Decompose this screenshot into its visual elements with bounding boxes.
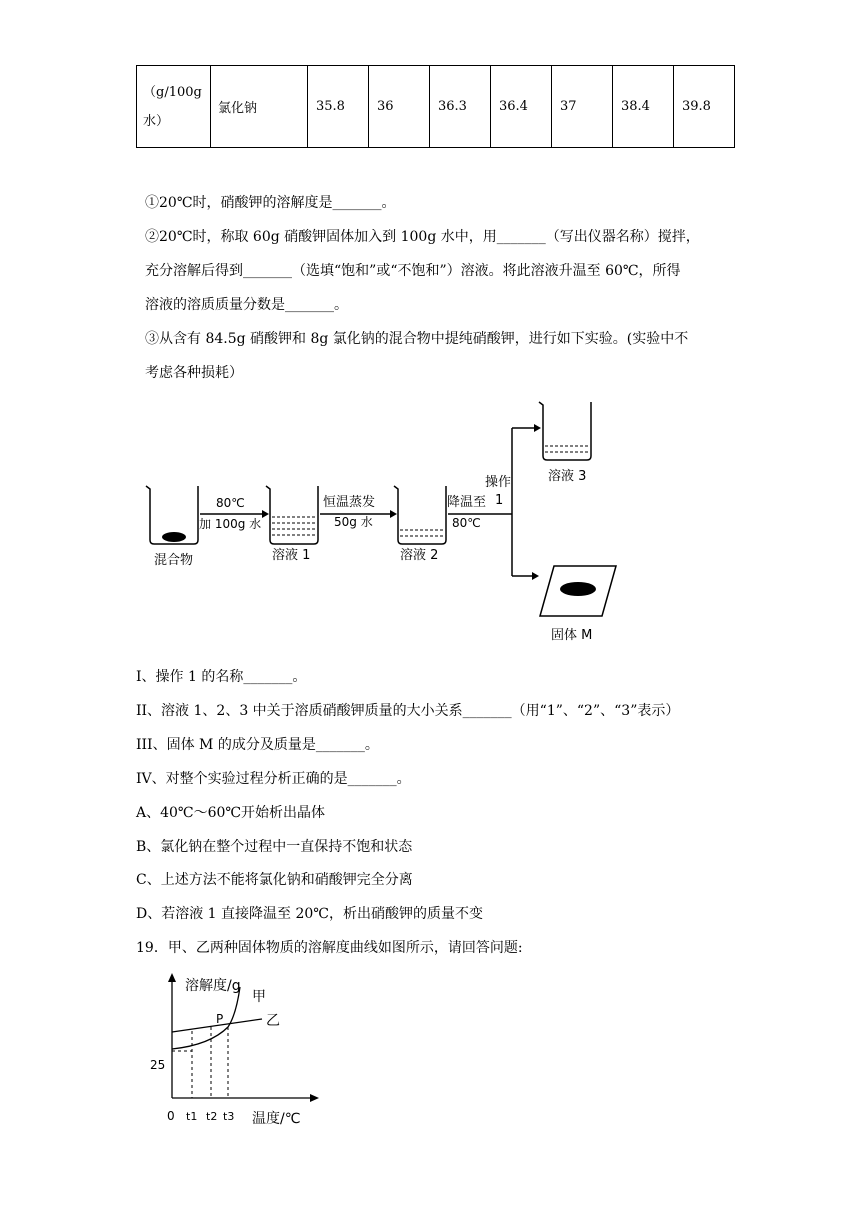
question-iii: III、固体 M 的成分及质量是_______。 [136, 737, 379, 753]
q18-line-3: 充分溶解后得到_______（选填“饱和”或“不饱和”）溶液。将此溶液升温至 60℃，所得 [145, 263, 681, 279]
question-iv: IV、对整个实验过程分析正确的是_______。 [136, 771, 411, 787]
value-cell: 36 [369, 66, 430, 148]
table-row [137, 66, 735, 148]
solubility-curve-graph [140, 965, 340, 1130]
label-solid-m: 固体 M [551, 628, 593, 643]
option-c: C、上述方法不能将氯化钠和硝酸钾完全分离 [136, 872, 413, 888]
step1-top-label: 80℃ [216, 496, 245, 510]
unit-cell [137, 66, 211, 148]
value-cell: 37 [552, 66, 613, 148]
solubility-table [136, 65, 735, 148]
q18-line-5: ③从含有 84.5g 硝酸钾和 8g 氯化钠的混合物中提纯硝酸钾，进行如下实验。(实验中不 [145, 331, 689, 347]
point-p-label: P [216, 1012, 224, 1026]
step2-top-label: 恒温蒸发 [323, 495, 376, 510]
operation-1-label-2: 1 [495, 493, 504, 508]
beaker-solution-2 [394, 486, 446, 544]
option-d: D、若溶液 1 直接降温至 20℃，析出硝酸钾的质量不变 [136, 906, 483, 922]
label-mixture: 混合物 [154, 553, 194, 568]
solid-m-icon [560, 582, 596, 596]
x-tick-t3: t3 [223, 1110, 235, 1123]
experiment-flow-diagram [0, 390, 860, 650]
series-label-jia: 甲 [252, 989, 266, 1005]
option-a: A、40℃～60℃开始析出晶体 [136, 805, 326, 821]
beaker-solution-3 [539, 402, 591, 460]
q18-line-2: ②20℃时，称取 60g 硝酸钾固体加入到 100g 水中，用_______（写出仪器名称）搅拌， [145, 229, 700, 245]
value-cell: 38.4 [613, 66, 674, 148]
y-axis-label: 溶解度/g [185, 978, 241, 994]
x-axis-label: 温度/℃ [252, 1111, 301, 1127]
unit-line-2: 水） [143, 113, 170, 129]
row-name-cell: 氯化钠 [211, 66, 308, 148]
step3-top-label: 降温至 [447, 495, 487, 510]
question-i: I、操作 1 的名称_______。 [136, 669, 307, 685]
q18-line-6: 考虑各种损耗） [145, 365, 243, 381]
series-label-yi: 乙 [266, 1013, 280, 1029]
step1-bottom-label: 加 100g 水 [199, 517, 262, 531]
value-cell: 35.8 [308, 66, 369, 148]
label-solution-1: 溶液 1 [272, 548, 311, 563]
option-b: B、氯化钠在整个过程中一直保持不饱和状态 [136, 839, 413, 855]
q18-line-1: ①20℃时，硝酸钾的溶解度是_______。 [145, 195, 396, 211]
x-tick-t1: t1 [186, 1110, 198, 1123]
operation-1-label-1: 操作 [485, 475, 512, 490]
step2-bottom-label: 50g 水 [334, 515, 373, 529]
y-tick-25: 25 [150, 1058, 166, 1072]
q18-line-4: 溶液的溶质质量分数是_______。 [145, 297, 348, 313]
unit-line-1: （g/100g [143, 84, 202, 100]
label-solution-2: 溶液 2 [400, 548, 439, 563]
value-cell: 36.3 [430, 66, 491, 148]
question-ii: II、溶液 1、2、3 中关于溶质硝酸钾质量的大小关系_______（用“1”、“2”、“3”表示） [136, 703, 680, 719]
step3-bottom-label: 80℃ [452, 516, 481, 530]
question-19: 19．甲、乙两种固体物质的溶解度曲线如图所示，请回答问题: [136, 940, 523, 956]
label-solution-3: 溶液 3 [548, 469, 587, 484]
x-tick-0: 0 [167, 1109, 175, 1123]
value-cell: 36.4 [491, 66, 552, 148]
mixture-solid-icon [162, 532, 186, 542]
curve-jia [172, 987, 240, 1049]
value-cell: 39.8 [674, 66, 735, 148]
x-tick-t2: t2 [206, 1110, 218, 1123]
